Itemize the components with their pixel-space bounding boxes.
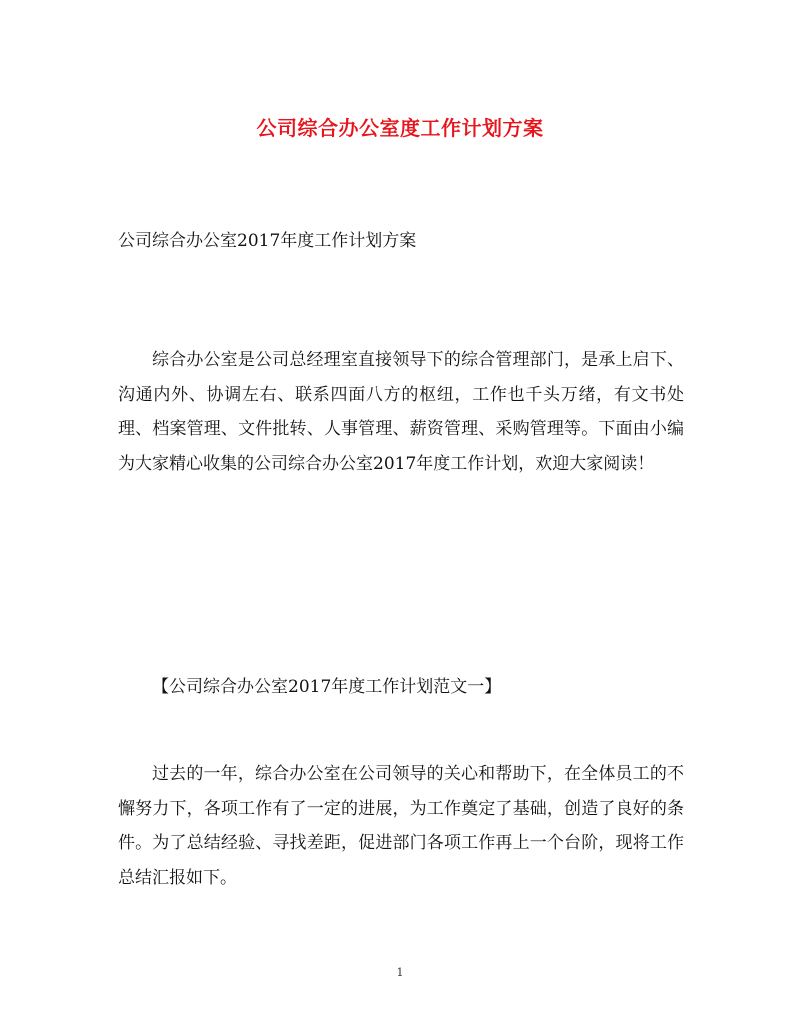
body-paragraph: 过去的一年，综合办公室在公司领导的关心和帮助下，在全体员工的不懈努力下，各项工作有了一定的进展，为工作奠定了基础，创造了良好的条件。为了总结经验、寻找差距，促进部门各项工作再上一个台阶，现将工作总结汇报如下。 [118, 764, 684, 888]
intro-paragraph: 综合办公室是公司总经理室直接领导下的综合管理部门，是承上启下、沟通内外、协调左右、联系四面八方的枢纽，工作也千头万绪，有文书处理、档案管理、文件批转、人事管理、薪资管理、采购管理等。下面由小编为大家精心收集的公司综合办公室2017年度工作计划，欢迎大家阅读！ [118, 350, 684, 474]
page-number: 1 [396, 966, 404, 979]
document-subtitle: 公司综合办公室2017年度工作计划方案 [118, 231, 417, 251]
section-heading: 【公司综合办公室2017年度工作计划范文一】 [152, 677, 502, 697]
document-title: 公司综合办公室度工作计划方案 [256, 116, 544, 140]
